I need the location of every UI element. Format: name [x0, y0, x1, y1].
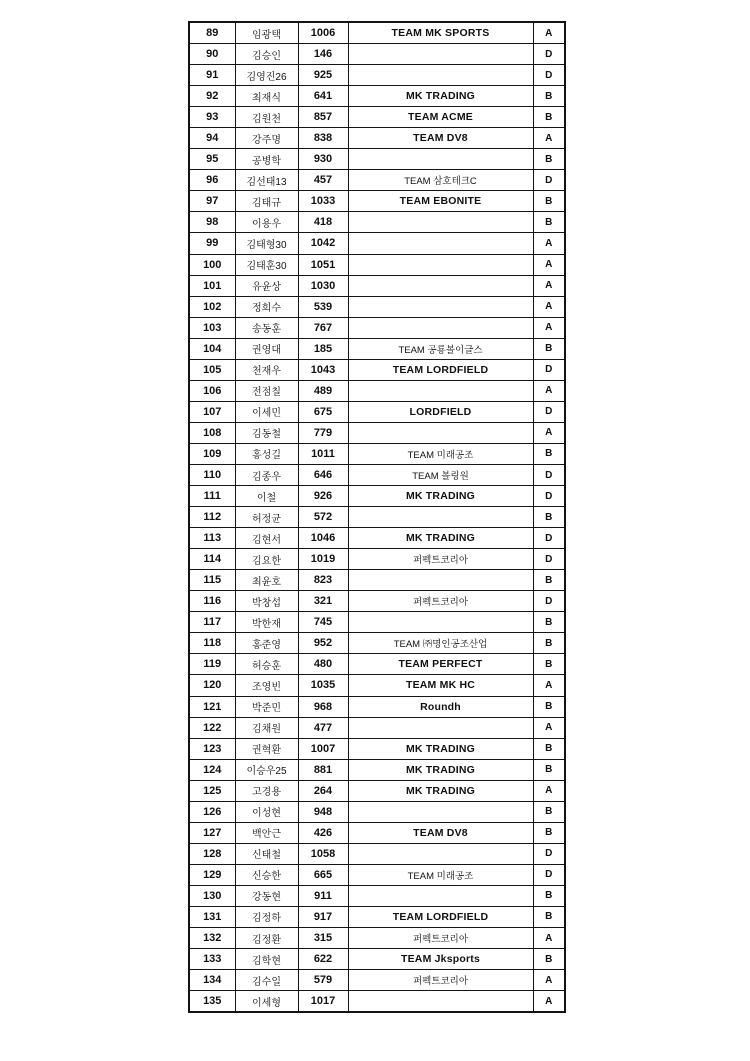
row-number-cell: 101	[189, 275, 235, 296]
team-cell: TEAM 삼호테크C	[348, 170, 533, 191]
table-row	[189, 254, 565, 275]
code-cell: 881	[298, 759, 348, 780]
name-cell: 김태규	[235, 191, 298, 212]
name-cell: 박준민	[235, 696, 298, 717]
table-row	[189, 401, 565, 422]
grade-cell: D	[533, 591, 565, 612]
table-row	[189, 170, 565, 191]
name-cell: 김채원	[235, 717, 298, 738]
name-cell: 이철	[235, 486, 298, 507]
team-cell	[348, 254, 533, 275]
code-cell: 321	[298, 591, 348, 612]
row-number-cell: 114	[189, 549, 235, 570]
team-cell: MK TRADING	[348, 486, 533, 507]
row-number-cell: 112	[189, 507, 235, 528]
code-cell: 1035	[298, 675, 348, 696]
grade-cell: A	[533, 296, 565, 317]
team-cell	[348, 296, 533, 317]
name-cell: 강동현	[235, 885, 298, 906]
name-cell: 정희수	[235, 296, 298, 317]
team-cell	[348, 149, 533, 170]
grade-cell: D	[533, 44, 565, 65]
name-cell: 홍성길	[235, 443, 298, 464]
row-number-cell: 115	[189, 570, 235, 591]
team-cell: TEAM 미래공조	[348, 443, 533, 464]
name-cell: 이성현	[235, 801, 298, 822]
name-cell: 김수일	[235, 970, 298, 991]
table-row	[189, 612, 565, 633]
code-cell: 457	[298, 170, 348, 191]
code-cell: 1030	[298, 275, 348, 296]
grade-cell: B	[533, 822, 565, 843]
row-number-cell: 122	[189, 717, 235, 738]
row-number-cell: 125	[189, 780, 235, 801]
table-row	[189, 275, 565, 296]
team-cell: 퍼펙트코리아	[348, 549, 533, 570]
team-cell	[348, 507, 533, 528]
row-number-cell: 109	[189, 443, 235, 464]
name-cell: 공병학	[235, 149, 298, 170]
table-row	[189, 338, 565, 359]
table-row	[189, 422, 565, 443]
team-cell	[348, 801, 533, 822]
name-cell: 김승인	[235, 44, 298, 65]
name-cell: 이승우25	[235, 759, 298, 780]
code-cell: 1033	[298, 191, 348, 212]
grade-cell: A	[533, 128, 565, 149]
row-number-cell: 123	[189, 738, 235, 759]
code-cell: 185	[298, 338, 348, 359]
grade-cell: B	[533, 949, 565, 970]
table-row	[189, 443, 565, 464]
name-cell: 박창섭	[235, 591, 298, 612]
code-cell: 1006	[298, 22, 348, 44]
table-row	[189, 44, 565, 65]
grade-cell: A	[533, 991, 565, 1013]
grade-cell: A	[533, 380, 565, 401]
grade-cell: D	[533, 170, 565, 191]
table-row	[189, 633, 565, 654]
table-row	[189, 864, 565, 885]
grade-cell: B	[533, 696, 565, 717]
name-cell: 김선태13	[235, 170, 298, 191]
code-cell: 1058	[298, 843, 348, 864]
grade-cell: B	[533, 885, 565, 906]
team-cell	[348, 885, 533, 906]
row-number-cell: 93	[189, 107, 235, 128]
row-number-cell: 91	[189, 65, 235, 86]
table-row	[189, 591, 565, 612]
grade-cell: D	[533, 401, 565, 422]
table-row	[189, 654, 565, 675]
table-row	[189, 675, 565, 696]
team-cell: MK TRADING	[348, 528, 533, 549]
name-cell: 김태형30	[235, 233, 298, 254]
team-cell: TEAM LORDFIELD	[348, 359, 533, 380]
code-cell: 1046	[298, 528, 348, 549]
table-row	[189, 233, 565, 254]
code-cell: 1043	[298, 359, 348, 380]
code-cell: 1051	[298, 254, 348, 275]
team-cell: TEAM LORDFIELD	[348, 906, 533, 927]
roster-sheet	[188, 21, 566, 1013]
code-cell: 1017	[298, 991, 348, 1013]
grade-cell: B	[533, 443, 565, 464]
row-number-cell: 119	[189, 654, 235, 675]
grade-cell: B	[533, 212, 565, 233]
table-row	[189, 191, 565, 212]
code-cell: 579	[298, 970, 348, 991]
table-row	[189, 212, 565, 233]
team-cell: TEAM MK HC	[348, 675, 533, 696]
row-number-cell: 99	[189, 233, 235, 254]
table-row	[189, 528, 565, 549]
grade-cell: D	[533, 549, 565, 570]
team-cell: TEAM MK SPORTS	[348, 22, 533, 44]
team-cell: 퍼펙트코리아	[348, 928, 533, 949]
team-cell: TEAM PERFECT	[348, 654, 533, 675]
row-number-cell: 121	[189, 696, 235, 717]
row-number-cell: 116	[189, 591, 235, 612]
grade-cell: A	[533, 970, 565, 991]
team-cell	[348, 612, 533, 633]
team-cell: Roundh	[348, 696, 533, 717]
row-number-cell: 113	[189, 528, 235, 549]
row-number-cell: 103	[189, 317, 235, 338]
code-cell: 146	[298, 44, 348, 65]
grade-cell: A	[533, 275, 565, 296]
grade-cell: D	[533, 359, 565, 380]
row-number-cell: 105	[189, 359, 235, 380]
name-cell: 이세형	[235, 991, 298, 1013]
team-cell: LORDFIELD	[348, 401, 533, 422]
row-number-cell: 133	[189, 949, 235, 970]
grade-cell: B	[533, 107, 565, 128]
code-cell: 930	[298, 149, 348, 170]
grade-cell: A	[533, 717, 565, 738]
name-cell: 김종우	[235, 464, 298, 485]
team-cell	[348, 317, 533, 338]
table-row	[189, 696, 565, 717]
code-cell: 418	[298, 212, 348, 233]
code-cell: 1007	[298, 738, 348, 759]
row-number-cell: 124	[189, 759, 235, 780]
team-cell	[348, 44, 533, 65]
team-cell: MK TRADING	[348, 759, 533, 780]
row-number-cell: 100	[189, 254, 235, 275]
name-cell: 이용우	[235, 212, 298, 233]
code-cell: 948	[298, 801, 348, 822]
name-cell: 허승훈	[235, 654, 298, 675]
name-cell: 고경용	[235, 780, 298, 801]
name-cell: 강주명	[235, 128, 298, 149]
name-cell: 김영진26	[235, 65, 298, 86]
row-number-cell: 108	[189, 422, 235, 443]
roster-table	[188, 21, 566, 1013]
code-cell: 952	[298, 633, 348, 654]
code-cell: 539	[298, 296, 348, 317]
team-cell: MK TRADING	[348, 738, 533, 759]
table-row	[189, 822, 565, 843]
grade-cell: A	[533, 675, 565, 696]
name-cell: 김현서	[235, 528, 298, 549]
name-cell: 최윤호	[235, 570, 298, 591]
code-cell: 264	[298, 780, 348, 801]
team-cell: TEAM 공룡볼이글스	[348, 338, 533, 359]
table-row	[189, 86, 565, 107]
row-number-cell: 117	[189, 612, 235, 633]
code-cell: 857	[298, 107, 348, 128]
code-cell: 925	[298, 65, 348, 86]
grade-cell: B	[533, 149, 565, 170]
name-cell: 박한재	[235, 612, 298, 633]
table-row	[189, 780, 565, 801]
code-cell: 665	[298, 864, 348, 885]
team-cell: TEAM 미래공조	[348, 864, 533, 885]
table-row	[189, 570, 565, 591]
team-cell	[348, 212, 533, 233]
table-row	[189, 149, 565, 170]
grade-cell: A	[533, 780, 565, 801]
team-cell	[348, 65, 533, 86]
grade-cell: B	[533, 191, 565, 212]
row-number-cell: 132	[189, 928, 235, 949]
code-cell: 745	[298, 612, 348, 633]
grade-cell: A	[533, 254, 565, 275]
code-cell: 426	[298, 822, 348, 843]
team-cell	[348, 422, 533, 443]
code-cell: 646	[298, 464, 348, 485]
team-cell	[348, 843, 533, 864]
row-number-cell: 94	[189, 128, 235, 149]
grade-cell: B	[533, 338, 565, 359]
code-cell: 917	[298, 906, 348, 927]
grade-cell: B	[533, 759, 565, 780]
name-cell: 김요한	[235, 549, 298, 570]
row-number-cell: 129	[189, 864, 235, 885]
name-cell: 권혁환	[235, 738, 298, 759]
row-number-cell: 107	[189, 401, 235, 422]
code-cell: 926	[298, 486, 348, 507]
code-cell: 480	[298, 654, 348, 675]
name-cell: 김학현	[235, 949, 298, 970]
row-number-cell: 95	[189, 149, 235, 170]
table-row	[189, 486, 565, 507]
grade-cell: B	[533, 570, 565, 591]
grade-cell: D	[533, 864, 565, 885]
name-cell: 김정환	[235, 928, 298, 949]
name-cell: 김정하	[235, 906, 298, 927]
table-row	[189, 843, 565, 864]
team-cell	[348, 570, 533, 591]
grade-cell: A	[533, 22, 565, 44]
grade-cell: A	[533, 422, 565, 443]
row-number-cell: 102	[189, 296, 235, 317]
team-cell	[348, 991, 533, 1013]
code-cell: 823	[298, 570, 348, 591]
name-cell: 김원천	[235, 107, 298, 128]
table-row	[189, 801, 565, 822]
name-cell: 백안근	[235, 822, 298, 843]
row-number-cell: 126	[189, 801, 235, 822]
name-cell: 전점칠	[235, 380, 298, 401]
team-cell: TEAM 볼링원	[348, 464, 533, 485]
row-number-cell: 127	[189, 822, 235, 843]
code-cell: 477	[298, 717, 348, 738]
row-number-cell: 118	[189, 633, 235, 654]
code-cell: 779	[298, 422, 348, 443]
table-row	[189, 464, 565, 485]
team-cell	[348, 233, 533, 254]
team-cell: 퍼펙트코리아	[348, 970, 533, 991]
row-number-cell: 90	[189, 44, 235, 65]
team-cell	[348, 275, 533, 296]
team-cell: TEAM ㈜명인공조산업	[348, 633, 533, 654]
code-cell: 838	[298, 128, 348, 149]
code-cell: 641	[298, 86, 348, 107]
code-cell: 1011	[298, 443, 348, 464]
table-row	[189, 885, 565, 906]
table-row	[189, 65, 565, 86]
code-cell: 1042	[298, 233, 348, 254]
name-cell: 홍준영	[235, 633, 298, 654]
row-number-cell: 98	[189, 212, 235, 233]
table-row	[189, 717, 565, 738]
grade-cell: D	[533, 528, 565, 549]
grade-cell: D	[533, 843, 565, 864]
name-cell: 권영대	[235, 338, 298, 359]
code-cell: 572	[298, 507, 348, 528]
team-cell	[348, 717, 533, 738]
row-number-cell: 131	[189, 906, 235, 927]
row-number-cell: 106	[189, 380, 235, 401]
name-cell: 허정균	[235, 507, 298, 528]
code-cell: 622	[298, 949, 348, 970]
row-number-cell: 111	[189, 486, 235, 507]
table-row	[189, 22, 565, 44]
grade-cell: D	[533, 65, 565, 86]
name-cell: 임광택	[235, 22, 298, 44]
table-row	[189, 549, 565, 570]
row-number-cell: 120	[189, 675, 235, 696]
table-body	[189, 22, 565, 1012]
row-number-cell: 92	[189, 86, 235, 107]
code-cell: 911	[298, 885, 348, 906]
row-number-cell: 134	[189, 970, 235, 991]
table-row	[189, 128, 565, 149]
table-row	[189, 949, 565, 970]
name-cell: 유윤상	[235, 275, 298, 296]
name-cell: 이세민	[235, 401, 298, 422]
row-number-cell: 104	[189, 338, 235, 359]
row-number-cell: 135	[189, 991, 235, 1013]
row-number-cell: 130	[189, 885, 235, 906]
team-cell: TEAM DV8	[348, 822, 533, 843]
code-cell: 675	[298, 401, 348, 422]
team-cell: TEAM ACME	[348, 107, 533, 128]
name-cell: 송동훈	[235, 317, 298, 338]
table-row	[189, 359, 565, 380]
table-row	[189, 507, 565, 528]
team-cell: MK TRADING	[348, 86, 533, 107]
name-cell: 김동철	[235, 422, 298, 443]
code-cell: 315	[298, 928, 348, 949]
code-cell: 1019	[298, 549, 348, 570]
team-cell: TEAM DV8	[348, 128, 533, 149]
grade-cell: B	[533, 654, 565, 675]
row-number-cell: 110	[189, 464, 235, 485]
grade-cell: B	[533, 612, 565, 633]
table-row	[189, 317, 565, 338]
grade-cell: B	[533, 906, 565, 927]
name-cell: 김태훈30	[235, 254, 298, 275]
table-row	[189, 928, 565, 949]
name-cell: 최재식	[235, 86, 298, 107]
table-row	[189, 759, 565, 780]
grade-cell: D	[533, 486, 565, 507]
grade-cell: A	[533, 928, 565, 949]
grade-cell: B	[533, 633, 565, 654]
grade-cell: B	[533, 507, 565, 528]
name-cell: 신태철	[235, 843, 298, 864]
grade-cell: B	[533, 738, 565, 759]
row-number-cell: 128	[189, 843, 235, 864]
team-cell: TEAM EBONITE	[348, 191, 533, 212]
table-row	[189, 738, 565, 759]
grade-cell: A	[533, 317, 565, 338]
code-cell: 968	[298, 696, 348, 717]
code-cell: 767	[298, 317, 348, 338]
grade-cell: B	[533, 801, 565, 822]
team-cell: TEAM Jksports	[348, 949, 533, 970]
table-row	[189, 991, 565, 1013]
team-cell: MK TRADING	[348, 780, 533, 801]
code-cell: 489	[298, 380, 348, 401]
table-row	[189, 970, 565, 991]
name-cell: 천재우	[235, 359, 298, 380]
row-number-cell: 96	[189, 170, 235, 191]
grade-cell: A	[533, 233, 565, 254]
row-number-cell: 89	[189, 22, 235, 44]
grade-cell: B	[533, 86, 565, 107]
team-cell: 퍼펙트코리아	[348, 591, 533, 612]
table-row	[189, 296, 565, 317]
table-row	[189, 906, 565, 927]
grade-cell: D	[533, 464, 565, 485]
name-cell: 신승한	[235, 864, 298, 885]
team-cell	[348, 380, 533, 401]
row-number-cell: 97	[189, 191, 235, 212]
table-row	[189, 380, 565, 401]
table-row	[189, 107, 565, 128]
name-cell: 조영빈	[235, 675, 298, 696]
